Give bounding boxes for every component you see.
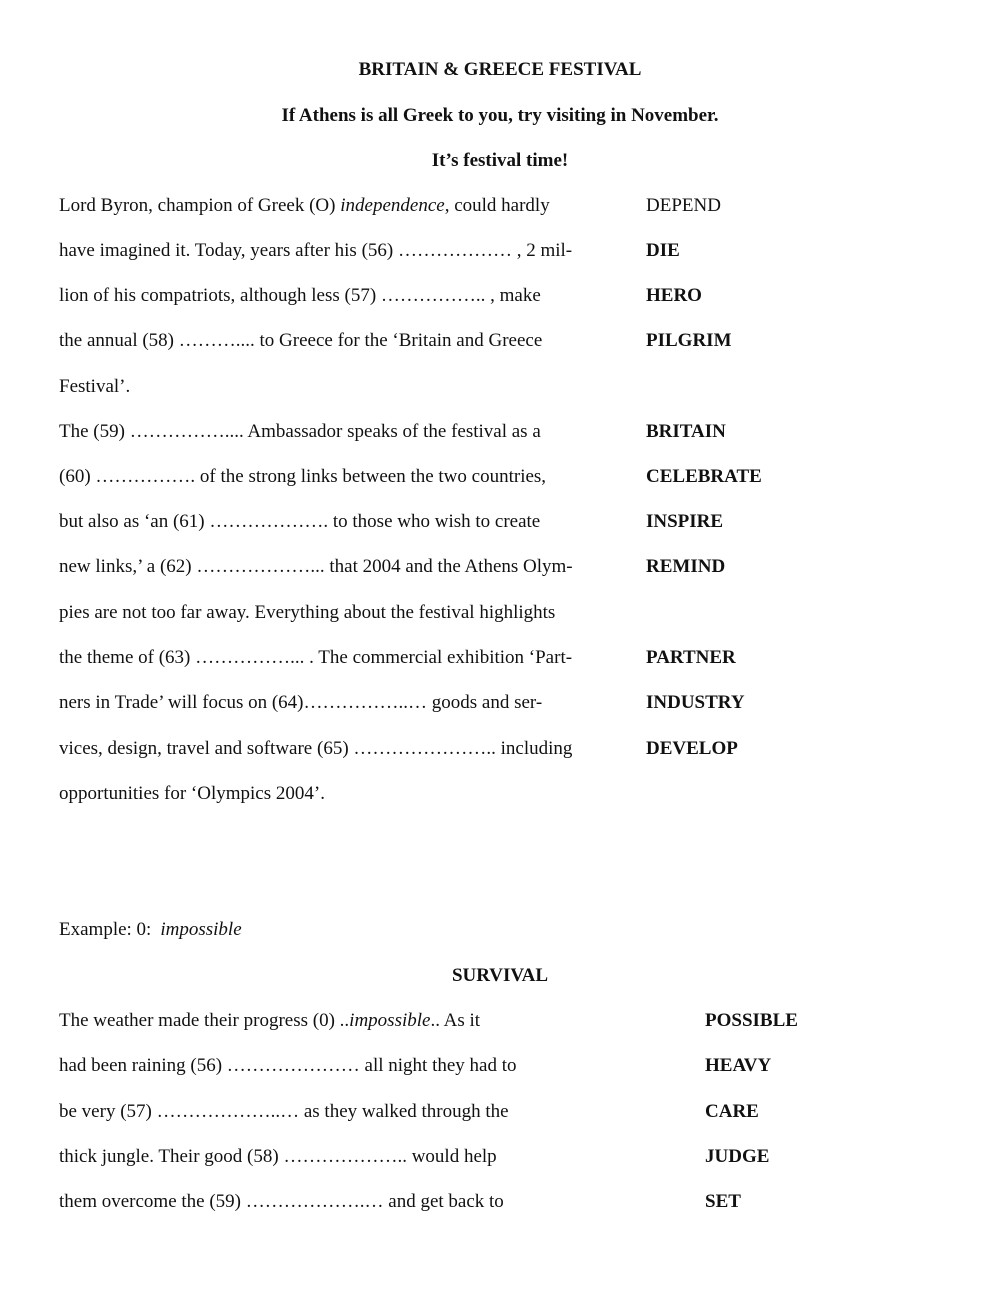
festival-line: Festival’. xyxy=(59,376,131,397)
example-answer: impossible xyxy=(160,919,242,940)
keyword-partner: PARTNER xyxy=(646,647,736,668)
example-label: Example: 0: xyxy=(59,919,152,940)
keyword-inspire: INSPIRE xyxy=(646,511,724,532)
festival-line: new links,’ a (62) ………………... that 2004 and the Athens Olym- xyxy=(59,556,573,577)
keyword-pilgrim: PILGRIM xyxy=(646,330,732,351)
survival-line-0-pre: The weather made their progress (0) .. xyxy=(59,1010,350,1031)
festival-line: The (59) …………….... Ambassador speaks of the festival as a xyxy=(59,421,541,442)
festival-line: have imagined it. Today, years after his (56) ……………… , 2 mil- xyxy=(59,240,573,261)
festival-line: vices, design, travel and software (65) ………………….. including xyxy=(59,738,573,759)
survival-line: thick jungle. Their good (58) ……………….. would help xyxy=(59,1146,497,1167)
keyword-die: DIE xyxy=(646,240,680,261)
survival-title: SURVIVAL xyxy=(451,965,549,986)
survival-example-word: impossible xyxy=(349,1010,431,1031)
keyword-industry: INDUSTRY xyxy=(646,692,745,713)
festival-example-word: independence xyxy=(340,195,445,216)
festival-line: but also as ‘an (61) ………………. to those who wish to create xyxy=(59,511,541,532)
festival-line-0-pre: Lord Byron, champion of Greek (O) xyxy=(59,195,341,216)
festival-line: opportunities for ‘Olympics 2004’. xyxy=(59,783,325,804)
keyword-hero: HERO xyxy=(646,285,702,306)
keyword-care: CARE xyxy=(705,1101,759,1122)
keyword-celebrate: CELEBRATE xyxy=(646,466,762,487)
survival-line-0-post: .. As it xyxy=(430,1010,481,1031)
festival-line xyxy=(59,194,550,218)
festival-line: lion of his compatriots, although less (57) …………….. , make xyxy=(59,285,541,306)
keyword-britain: BRITAIN xyxy=(646,421,726,442)
keyword-depend: DEPEND xyxy=(646,195,721,216)
keyword-set: SET xyxy=(705,1191,741,1212)
keyword-remind: REMIND xyxy=(646,556,726,577)
festival-title: BRITAIN & GREECE FESTIVAL xyxy=(358,59,642,80)
festival-line: the theme of (63) ……………... . The commercial exhibition ‘Part- xyxy=(59,647,573,668)
keyword-possible: POSSIBLE xyxy=(705,1010,798,1031)
keyword-heavy: HEAVY xyxy=(705,1055,772,1076)
survival-line: be very (57) ………………..… as they walked through the xyxy=(59,1101,509,1122)
festival-subtitle: If Athens is all Greek to you, try visiting in November. xyxy=(281,105,719,126)
survival-line xyxy=(59,1009,480,1033)
keyword-develop: DEVELOP xyxy=(646,738,738,759)
festival-line: pies are not too far away. Everything about the festival highlights xyxy=(59,602,556,623)
survival-line: had been raining (56) ………………… all night they had to xyxy=(59,1055,517,1076)
festival-line-0-post: , could hardly xyxy=(444,195,550,216)
festival-line: the annual (58) ……….... to Greece for the ‘Britain and Greece xyxy=(59,330,543,351)
festival-tagline: It’s festival time! xyxy=(431,150,569,171)
keyword-judge: JUDGE xyxy=(705,1146,770,1167)
festival-line: (60) ……………. of the strong links between the two countries, xyxy=(59,466,547,487)
survival-line: them overcome the (59) ……………….… and get back to xyxy=(59,1191,504,1212)
festival-line: ners in Trade’ will focus on (64)……………..… goods and ser- xyxy=(59,692,543,713)
example-line xyxy=(59,918,242,942)
